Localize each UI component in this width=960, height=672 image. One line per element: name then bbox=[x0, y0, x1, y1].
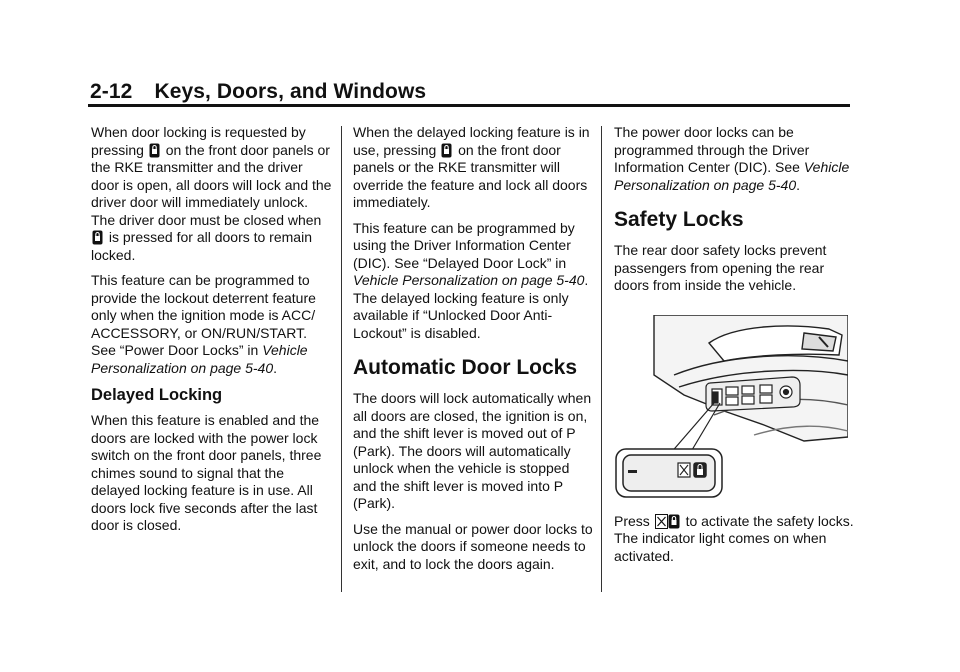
text: This feature can be programmed to provide the lockout deterrent feature only when the ignition mode is ACC/ ACCESSORY, or ON/RUN/START. See “Power Door Locks” in bbox=[91, 272, 316, 358]
heading-safety-locks: Safety Locks bbox=[614, 208, 744, 231]
text: . bbox=[273, 359, 278, 376]
cross-reference-link[interactable]: Vehicle Personalization on page 5-40 bbox=[614, 159, 850, 193]
section-title: Keys, Doors, and Windows bbox=[154, 80, 427, 103]
text: This feature can be programmed by using the Driver Information Center (DIC). See “Delayed Door Lock” in bbox=[353, 219, 575, 271]
paragraph: When this feature is enabled and the doors are locked with the power lock switch on the front door panels, three chimes sound to signal that the delayed locking feature is in use. All doors lock five seconds after the last door is closed. bbox=[91, 412, 322, 533]
paragraph: The rear door safety locks prevent passengers from opening the rear doors from inside the vehicle. bbox=[614, 242, 827, 293]
door-panel-switch-illustration bbox=[614, 315, 848, 499]
text: on the front door panels or the RKE transmitter and the driver door is open, all doors will lock and the driver door will immediately unlock. The driver door must be closed when bbox=[91, 141, 332, 228]
heading-automatic-door-locks: Automatic Door Locks bbox=[353, 356, 578, 379]
text: The power door locks can be programmed through the Driver Information Center (DIC). See bbox=[614, 124, 810, 175]
paragraph: Use the manual or power door locks to unlock the doors if someone needs to exit, and to lock the doors again. bbox=[353, 520, 593, 572]
text: to activate the safety locks. The indicator light comes on when activated. bbox=[614, 512, 854, 564]
page-number: 2-12 bbox=[90, 80, 133, 103]
text: . bbox=[796, 176, 801, 193]
column-3 bbox=[614, 124, 856, 573]
child-safety-lock-icon bbox=[655, 514, 680, 529]
paragraph bbox=[614, 124, 856, 194]
paragraph bbox=[614, 513, 856, 566]
cross-reference-link[interactable]: Vehicle Personalization on page 5-40 bbox=[91, 342, 308, 376]
cross-reference-link[interactable]: Vehicle Personalization on page 5-40 bbox=[353, 272, 585, 288]
lock-button-icon bbox=[441, 143, 452, 158]
paragraph: The doors will lock automatically when all doors are closed, the ignition is on, and the shift lever is moved out of P (Park). The doors will automatically unlock when the vehicle is stopped and the shift lever is moved into P (Park). bbox=[353, 390, 592, 511]
header-rule bbox=[88, 104, 850, 107]
lock-button-icon bbox=[92, 230, 103, 245]
column-2 bbox=[353, 124, 595, 581]
text: on the front door panels or the RKE transmitter will override the feature and lock all doors immediately. bbox=[353, 141, 588, 210]
column-divider bbox=[601, 126, 602, 592]
paragraph bbox=[353, 124, 595, 212]
column-1 bbox=[91, 124, 333, 543]
text: is pressed for all doors to remain locked. bbox=[91, 229, 312, 263]
paragraph bbox=[91, 124, 333, 264]
subheading-delayed-locking: Delayed Locking bbox=[91, 386, 223, 404]
paragraph bbox=[91, 272, 333, 377]
lock-button-icon bbox=[149, 143, 160, 158]
text: When the delayed locking feature is in use, pressing bbox=[353, 124, 590, 158]
page-header bbox=[90, 80, 426, 104]
text: . The delayed locking feature is only available if “Unlocked Door Anti-Lockout” is disabled. bbox=[353, 272, 589, 341]
paragraph bbox=[353, 220, 595, 343]
text: When door locking is requested by pressing bbox=[91, 124, 306, 158]
text: Press bbox=[614, 512, 650, 529]
column-divider bbox=[341, 126, 342, 592]
